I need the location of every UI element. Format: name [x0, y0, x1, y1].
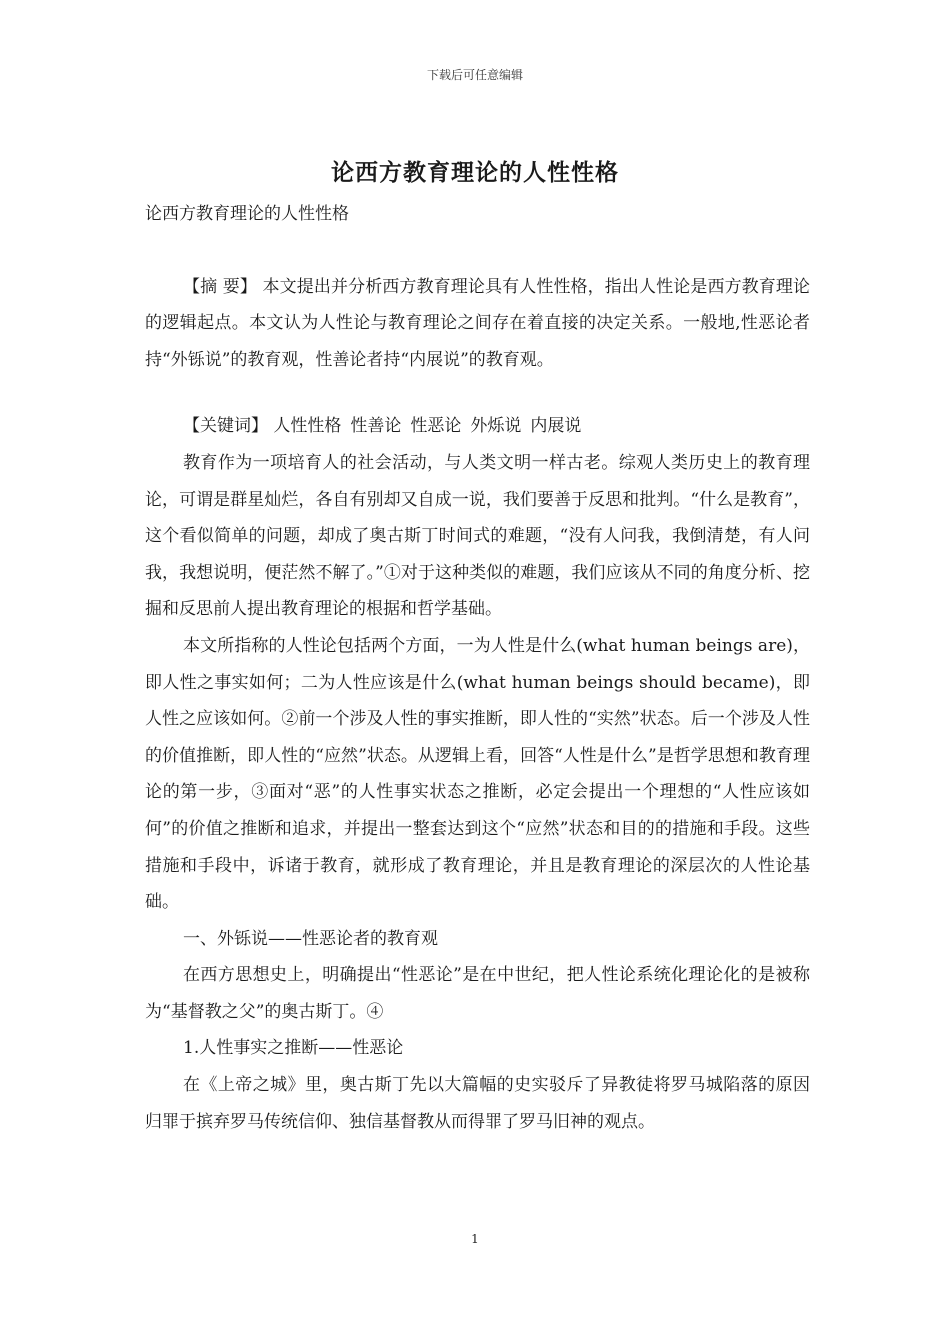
keyword-item: 性恶论: [410, 416, 462, 437]
keywords-label: 【关键词】: [183, 416, 268, 437]
body-paragraph: 本文所指称的人性论包括两个方面，一为人性是什么(what human beings are)，即人性之事实如何；二为人性应该是什么(what human beings should became)，即人性之应该如何。②前一个涉及人性的事实推断，即人性的“实然”状态。后一个涉及人性的价值推断，即人性的“应然”状态。从逻辑上看，回答“人性是什么”是哲学思想和教育理论的第一步，③面对“恶”的人性事实状态之推断，必定会提出一个理想的“人性应该如何”的价值之推断和追求，并提出一整套达到这个“应然”状态和目的的措施和手段。这些措施和手段中，诉诸于教育，就形成了教育理论，并且是教育理论的深层次的人性论基础。: [145, 635, 810, 913]
section-heading: 一、外铄说——性恶论者的教育观: [183, 928, 438, 949]
keyword-item: 内展说: [530, 416, 582, 437]
body-paragraph: 在《上帝之城》里，奥古斯丁先以大篇幅的史实驳斥了异教徒将罗马城陷落的原因归罪于摈弃罗马传统信仰、独信基督教从而得罪了罗马旧神的观点。: [145, 1075, 810, 1132]
spacer: [145, 378, 810, 408]
page-header-note: 下载后可任意编辑: [426, 68, 523, 82]
document-subtitle: 论西方教育理论的人性性格: [145, 204, 349, 224]
abstract-paragraph: [145, 269, 810, 379]
body-paragraph: 在西方思想史上，明确提出“性恶论”是在中世纪，把人性论系统化理论化的是被称为“基督教之父”的奥古斯丁。④: [145, 965, 810, 1022]
page-number: 1: [471, 1232, 479, 1246]
keyword-item: 性善论: [350, 416, 402, 437]
document-body: [145, 196, 810, 1140]
document-title: 论西方教育理论的人性性格: [331, 159, 619, 186]
keywords-line: [145, 408, 810, 445]
abstract-text: 本文提出并分析西方教育理论具有人性性格，指出人性论是西方教育理论的逻辑起点。本文认为人性论与教育理论之间存在着直接的决定关系。一般地,性恶论者持“外铄说”的教育观，性善论者持“内展说”的教育观。: [145, 276, 811, 370]
keyword-item: 外烁说: [470, 416, 522, 437]
spacer: [145, 233, 810, 269]
subsection-heading: 1.人性事实之推断——性恶论: [183, 1038, 404, 1059]
body-paragraph: 教育作为一项培育人的社会活动，与人类文明一样古老。综观人类历史上的教育理论，可谓是群星灿烂，各自有别却又自成一说，我们要善于反思和批判。“什么是教育”，这个看似简单的问题，却成了奥古斯丁时间式的难题，“没有人问我，我倒清楚，有人问我，我想说明，便茫然不解了。”①对于这种类似的难题，我们应该从不同的角度分析、挖掘和反思前人提出教育理论的根据和哲学基础。: [145, 452, 810, 620]
abstract-label: 【摘 要】: [183, 276, 257, 297]
keyword-item: 人性性格: [273, 416, 342, 437]
